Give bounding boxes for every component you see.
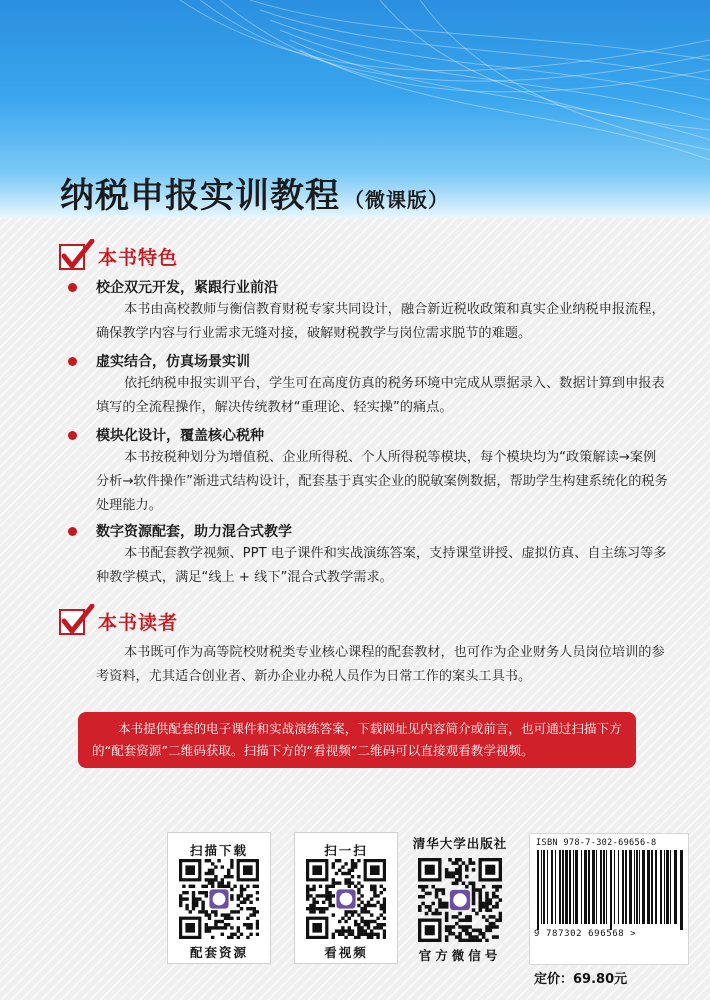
qr-bottom-label: 配套资源	[189, 945, 248, 960]
feature-item-2	[68, 350, 668, 420]
qr-official-wechat[interactable]	[408, 832, 512, 964]
qr-watch-video[interactable]	[294, 832, 398, 964]
feature-title: 数字资源配套，助力混合式教学	[96, 524, 292, 540]
qr-top-label: 扫一扫	[324, 843, 368, 858]
checkmark-icon	[58, 239, 96, 273]
bullet-icon	[68, 527, 77, 536]
book-title-main: 纳税申报实训教程	[60, 176, 340, 216]
resource-notice: 本书提供配套的电子课件和实战演练答案，下载网址见内容简介或前言，也可通过扫描下方的“配套资源”二维码获取。扫描下方的“看视频”二维码可以直接观看教学视频。	[78, 712, 636, 768]
header-banner	[0, 0, 710, 218]
qr-download-resources[interactable]	[167, 832, 271, 964]
book-title	[60, 168, 449, 217]
isbn-number: ISBN 978-7-302-69656-8	[536, 838, 657, 848]
readers-heading-label: 本书读者	[98, 611, 179, 634]
isbn-barcode	[529, 833, 689, 965]
features-heading	[58, 238, 178, 274]
feature-body: 本书按税种划分为增值税、企业所得税、个人所得税等模块，每个模块均为“政策解读→案例分析→软件操作”渐进式结构设计，配套基于真实企业的脱敏案例数据，帮助学生构建系统化的税务处理能力。	[96, 450, 668, 513]
qr-bottom-label: 看视频	[324, 945, 368, 960]
qr-code-icon	[418, 858, 502, 942]
qr-top-label: 清华大学出版社	[412, 836, 508, 851]
barcode-icon	[535, 850, 685, 930]
feature-item-3	[68, 424, 668, 518]
feature-title: 模块化设计，覆盖核心税种	[96, 428, 264, 444]
checkmark-icon	[58, 604, 96, 638]
features-heading-label: 本书特色	[98, 246, 179, 269]
feature-body: 本书由高校教师与衡信教育财税专家共同设计，融合新近税收政策和真实企业纳税申报流程，确保教学内容与行业需求无缝对接，破解财税教学与岗位需求脱节的难题。	[96, 302, 665, 341]
readers-heading	[58, 603, 178, 639]
bullet-icon	[68, 357, 77, 366]
feature-item-1	[68, 276, 668, 346]
feature-body: 本书配套教学视频、PPT 电子课件和实战演练答案，支持课堂讲授、虚拟仿真、自主练习等多种教学模式，满足“线上 + 线下”混合式教学需求。	[96, 546, 667, 585]
feature-title: 校企双元开发，紧跟行业前沿	[96, 280, 278, 296]
feature-item-4	[68, 520, 668, 590]
bullet-icon	[68, 283, 77, 292]
book-title-sub: （微课版）	[344, 188, 449, 212]
qr-code-icon	[306, 859, 386, 939]
qr-code-icon	[179, 859, 259, 939]
bullet-icon	[68, 431, 77, 440]
feature-body: 依托纳税申报实训平台，学生可在高度仿真的税务环境中完成从票据录入、数据计算到申报表填写的全流程操作，解决传统教材“重理论、轻实操”的痛点。	[96, 376, 665, 415]
feature-title: 虚实结合，仿真场景实训	[96, 354, 250, 370]
isbn-digits: 9 787302 696568 >	[534, 929, 637, 939]
qr-top-label: 扫描下载	[189, 843, 248, 858]
price: 定价：69.80元	[534, 972, 628, 987]
qr-bottom-label: 官方微信号	[418, 948, 502, 963]
readers-body: 本书既可作为高等院校财税类专业核心课程的配套教材，也可作为企业财务人员岗位培训的参考资料，尤其适合创业者、新办企业办税人员作为日常工作的案头工具书。	[96, 645, 665, 684]
